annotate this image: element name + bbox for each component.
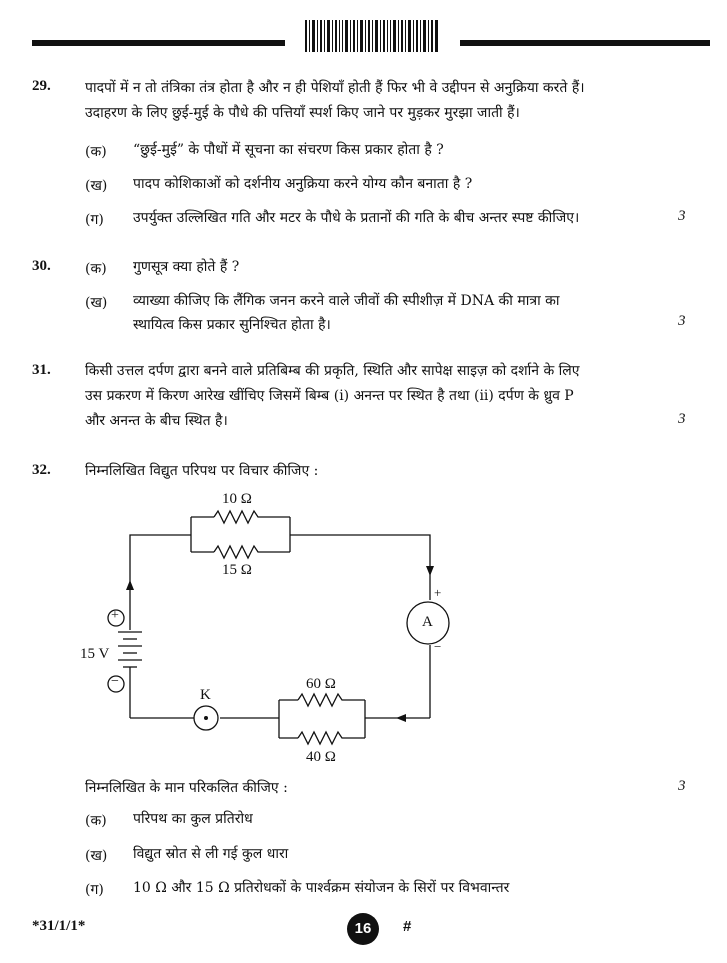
- part-label: (ग): [85, 882, 104, 898]
- label-60-ohm: 60 Ω: [306, 676, 336, 692]
- label-15-ohm: 15 Ω: [222, 562, 252, 578]
- part-text: व्याख्या कीजिए कि लैंगिक जनन करने वाले जीवों की स्पीशीज़ में DNA की मात्रा का: [133, 293, 560, 309]
- question-text: और अनन्त के बीच स्थित है।: [85, 413, 228, 429]
- marks: 3: [678, 778, 686, 794]
- wire-top-right: [290, 535, 430, 600]
- label-battery-plus: +: [111, 608, 119, 623]
- label-ammeter: A: [422, 614, 433, 630]
- question-number: 30.: [32, 258, 51, 274]
- arrow-left-icon: [396, 714, 406, 722]
- barcode-icon: [305, 20, 438, 52]
- label-ammeter-plus: +: [434, 585, 442, 600]
- label-battery-voltage: 15 V: [80, 646, 110, 662]
- part-text: परिपथ का कुल प्रतिरोध: [133, 811, 253, 827]
- wire-top-left: [130, 535, 191, 582]
- part-label: (ख): [85, 178, 108, 194]
- label-ammeter-minus: −: [434, 639, 442, 654]
- part-text: पादप कोशिकाओं को दर्शनीय अनुक्रिया करने योग्य कौन बनाता है ?: [133, 176, 473, 192]
- question-stem: पादपों में न तो तंत्रिका तंत्र होता है और न ही पेशियाँ होती हैं फिर भी वे उद्दीपन से अनुक्रिया करते हैं।: [85, 80, 585, 96]
- resistor-60-ohm: [298, 694, 346, 706]
- label-40-ohm: 40 Ω: [306, 749, 336, 765]
- arrow-up-icon: [126, 580, 134, 590]
- part-text: उपर्युक्त उल्लिखित गति और मटर के पौधे के प्रतानों की गति के बीच अन्तर स्पष्ट कीजिए।: [133, 210, 580, 226]
- part-label: (ख): [85, 848, 108, 864]
- part-label: (क): [85, 144, 107, 160]
- part-label: (क): [85, 813, 107, 829]
- header-rule-left: [32, 40, 285, 46]
- key: [194, 706, 218, 730]
- calc-intro: निम्नलिखित के मान परिकलित कीजिए :: [85, 780, 288, 796]
- label-battery-minus: −: [111, 674, 119, 689]
- part-text: 10 Ω और 15 Ω प्रतिरोधकों के पार्श्वक्रम संयोजन के सिरों पर विभवान्तर: [133, 880, 510, 896]
- part-text: “छुई-मुई” के पौधों में सूचना का संचरण किस प्रकार होता है ?: [133, 142, 444, 158]
- question-number: 29.: [32, 78, 51, 94]
- label-key: K: [200, 687, 211, 703]
- marks: 3: [678, 411, 686, 427]
- label-10-ohm: 10 Ω: [222, 491, 252, 507]
- question-number: 31.: [32, 362, 51, 378]
- part-label: (ग): [85, 212, 104, 228]
- question-text: उस प्रकरण में किरण आरेख खींचिए जिसमें बिम्ब (i) अनन्त पर स्थित है तथा (ii) दर्पण के ध्रुव P: [85, 388, 574, 404]
- marks: 3: [678, 208, 686, 224]
- header-rule-right: [460, 40, 710, 46]
- resistor-10-ohm: [214, 511, 262, 523]
- marks: 3: [678, 313, 686, 329]
- page-number: 16: [347, 913, 379, 945]
- part-text: स्थायित्व किस प्रकार सुनिश्चित होता है।: [133, 317, 331, 333]
- question-number: 32.: [32, 462, 51, 478]
- part-text: विद्युत स्रोत से ली गई कुल धारा: [133, 846, 289, 862]
- part-text: गुणसूत्र क्या होते हैं ?: [133, 259, 240, 275]
- resistor-40-ohm: [298, 732, 346, 744]
- question-intro: निम्नलिखित विद्युत परिपथ पर विचार कीजिए :: [85, 463, 319, 479]
- part-label: (क): [85, 261, 107, 277]
- arrow-down-icon: [426, 566, 434, 576]
- paper-code: *31/1/1*: [32, 918, 86, 934]
- question-stem: उदाहरण के लिए छुई-मुई के पौधे की पत्तियाँ स्पर्श किए जाने पर मुड़कर मुरझा जाती हैं।: [85, 105, 520, 121]
- resistor-15-ohm: [214, 546, 262, 558]
- footer-hash: #: [403, 918, 412, 935]
- part-label: (ख): [85, 295, 108, 311]
- question-text: किसी उत्तल दर्पण द्वारा बनने वाले प्रतिबिम्ब की प्रकृति, स्थिति और सापेक्ष साइज़ को दर्शाने के लिए: [85, 363, 580, 379]
